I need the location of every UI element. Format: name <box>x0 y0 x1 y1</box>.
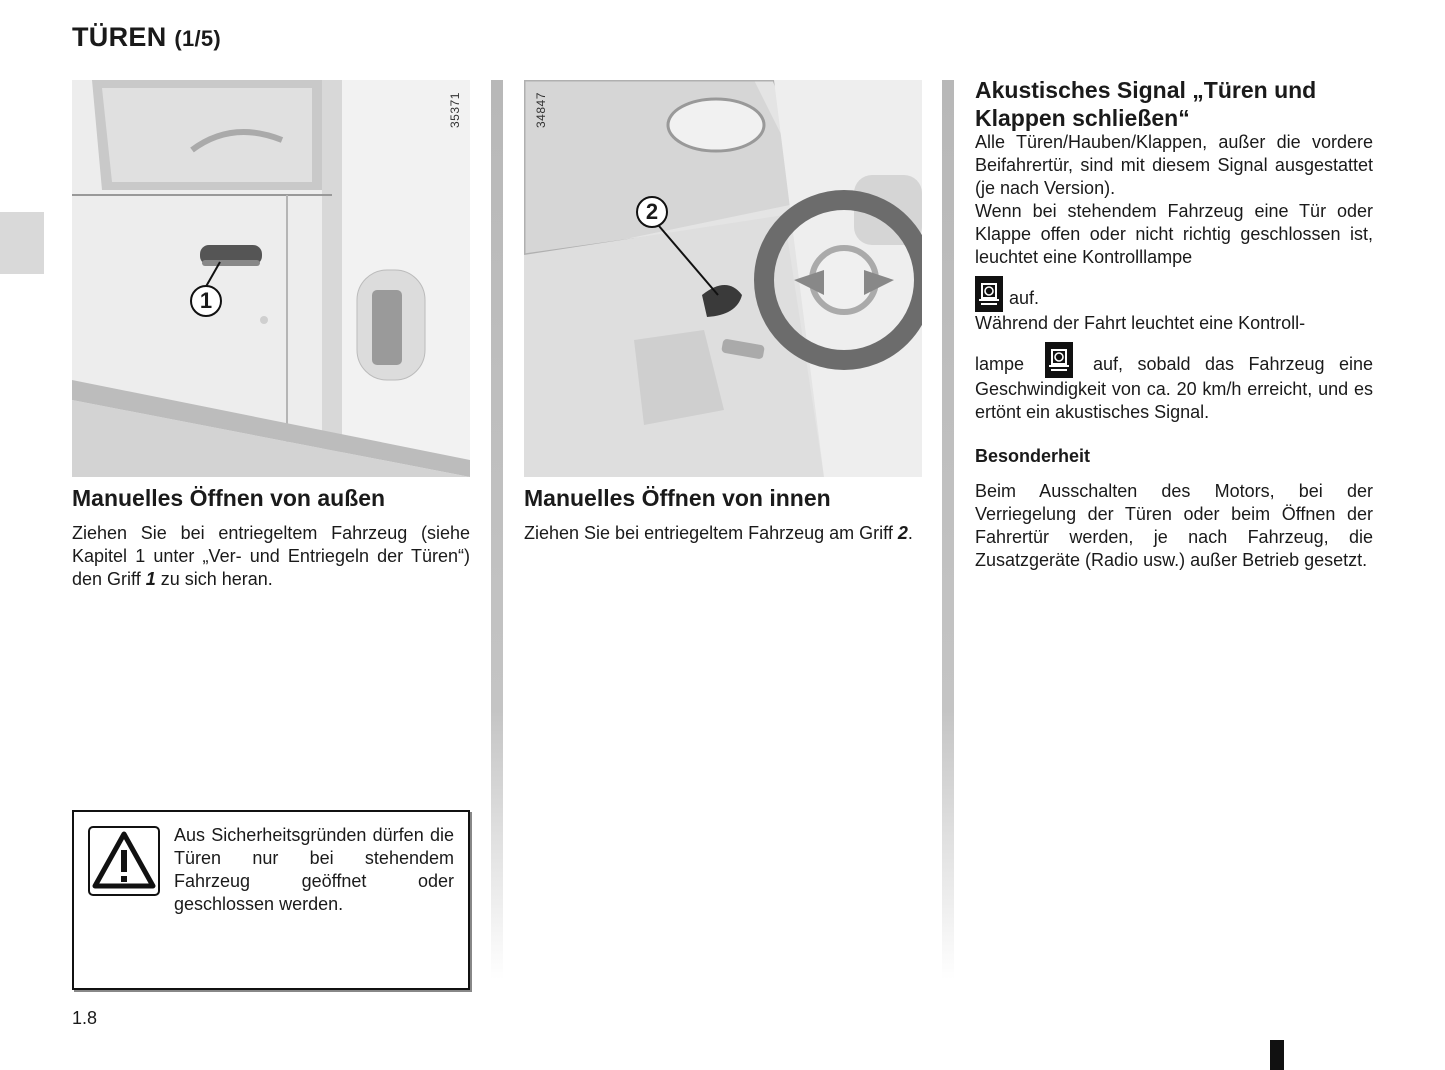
paragraph-signal-intro: Alle Türen/Hauben/Klappen, außer die vordere Beifahrertür, sind mit diesem Signal ausgestattet (je nach Version). <box>975 132 1373 198</box>
lamp-line-1 <box>975 276 1373 312</box>
safety-warning-box <box>72 810 470 990</box>
figure-ref-number: 34847 <box>534 92 548 128</box>
column-divider-left <box>491 80 503 980</box>
corner-mark <box>1270 1040 1284 1070</box>
door-open-warning-lamp-icon <box>975 276 1003 312</box>
paragraph-signal-driving-1: Während der Fahrt leuchtet eine Kontroll- <box>975 313 1306 333</box>
page-title-main: TÜREN <box>72 22 167 52</box>
handle-ref-1: 1 <box>145 569 156 589</box>
heading-acoustic-signal: Akustisches Signal „Türen und Klappen schließen“ <box>975 77 1317 131</box>
figure-ref-number: 35371 <box>448 92 462 128</box>
warning-triangle-icon <box>88 826 160 896</box>
column-divider-right <box>942 80 954 980</box>
door-open-warning-lamp-icon <box>1045 342 1073 378</box>
chapter-tab <box>0 212 44 274</box>
subheading-special-feature: Besonderheit <box>975 446 1091 466</box>
paragraph-open-outside-text: Ziehen Sie bei entriegeltem Fahrzeug (siehe Kapitel 1 unter „Ver- und Entriegeln der Türen“) den Griff <box>72 523 470 589</box>
lamp-line-1-text: auf. <box>1009 288 1040 308</box>
heading-manual-open-outside: Manuelles Öffnen von außen <box>72 485 386 511</box>
heading-manual-open-inside: Manuelles Öffnen von innen <box>524 485 831 511</box>
paragraph-signal-driving-lamp-word: lampe <box>975 354 1025 374</box>
safety-warning-text: Aus Sicherheitsgründen dürfen die Türen nur bei stehendem Fahrzeug geöffnet oder geschlossen werden. <box>174 825 454 914</box>
paragraph-signal-driving-2 <box>975 342 1373 424</box>
callout-1: 1 <box>190 285 222 317</box>
page-title <box>72 22 221 53</box>
exterior-door-illustration <box>72 80 470 477</box>
callout-2: 2 <box>636 196 668 228</box>
paragraph-signal-standing-text: Wenn bei stehendem Fahrzeug eine Tür oder Klappe offen oder nicht richtig geschlossen ist, leuchtet eine Kontrolllampe <box>975 201 1373 267</box>
paragraph-open-inside-end: . <box>907 523 913 543</box>
paragraph-open-outside-end: zu sich heran. <box>155 569 273 589</box>
page-title-subtitle: (1/5) <box>174 26 222 51</box>
page-number: 1.8 <box>72 1008 98 1028</box>
paragraph-open-inside <box>524 522 922 545</box>
handle-ref-2: 2 <box>897 523 908 543</box>
paragraph-special-feature: Beim Ausschalten des Motors, bei der Verriegelung der Türen oder beim Öffnen der Fahrertür werden, je nach Fahrzeug, die Zusatzgeräte (Radio usw.) außer Betrieb gesetzt. <box>975 481 1373 570</box>
paragraph-signal-standing <box>975 200 1373 269</box>
paragraph-signal-driving-text: auf, sobald das Fahrzeug eine Geschwindigkeit von ca. 20 km/h erreicht, und es ertönt ein akustisches Signal. <box>975 354 1373 422</box>
paragraph-open-outside <box>72 522 470 591</box>
paragraph-open-inside-text: Ziehen Sie bei entriegeltem Fahrzeug am Griff <box>524 523 898 543</box>
interior-door-illustration <box>524 80 922 477</box>
